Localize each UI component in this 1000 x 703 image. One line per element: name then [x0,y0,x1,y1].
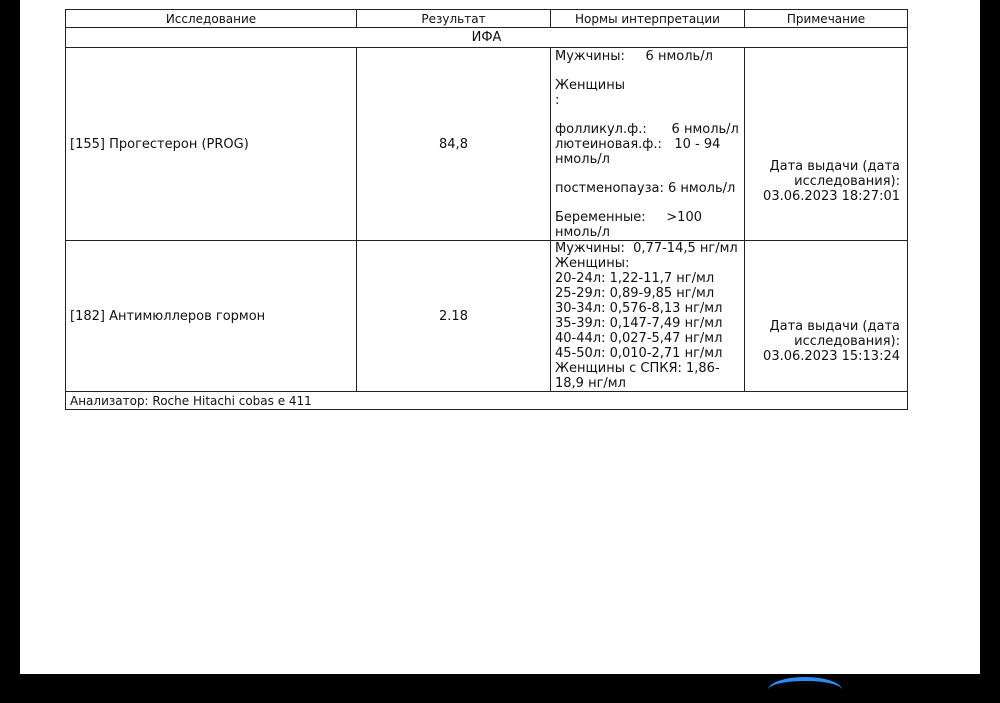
analyzer-note: Анализатор: Roche Hitachi cobas e 411 [66,392,908,410]
norm-line: 30-34л: 0,576-8,13 нг/мл [555,301,723,316]
study-note [745,48,908,241]
table-header-row [66,10,908,28]
note-line: Дата выдачи (дата [769,318,900,334]
study-note [745,241,908,392]
results-table [65,9,908,410]
footer-row [66,392,908,410]
study-name: [182] Антимюллеров гормон [66,241,357,392]
norm-line: лютеиновая.ф.: 10 - 94 [555,136,721,152]
section-row [66,28,908,48]
table-row [66,241,908,392]
header-note: Примечание [745,10,908,28]
norm-line: 40-44л: 0,027-5,47 нг/мл [555,331,723,346]
norm-line: Женщины: [555,256,630,271]
study-result: 2.18 [357,241,551,392]
blue-arc-shape [768,677,842,703]
norm-line: 25-29л: 0,89-9,85 нг/мл [555,286,715,301]
norm-line: 45-50л: 0,010-2,71 нг/мл [555,346,723,361]
note-line: исследования): [794,173,900,189]
norm-line: постменопауза: 6 нмоль/л [555,180,736,196]
norm-line: Беременные: >100 [555,209,702,225]
norm-line: Мужчины: 0,77-14,5 нг/мл [555,241,738,256]
norm-line: фолликул.ф.: 6 нмоль/л [555,121,739,137]
study-result: 84,8 [357,48,551,241]
study-norms [551,241,745,392]
note-line: 03.06.2023 18:27:01 [763,188,900,204]
norm-line: нмоль/л [555,151,610,167]
norm-line: : [555,92,560,108]
note-line: 03.06.2023 15:13:24 [763,348,900,364]
header-norms: Нормы интерпретации [551,10,745,28]
norm-line: 35-39л: 0,147-7,49 нг/мл [555,316,723,331]
norm-line: 18,9 нг/мл [555,376,626,391]
study-name: [155] Прогестерон (PROG) [66,48,357,241]
bottom-edge [0,674,1000,684]
table-row [66,48,908,241]
norm-line: Мужчины: 6 нмоль/л [555,48,713,64]
study-norms [551,48,745,241]
header-study: Исследование [66,10,357,28]
section-title: ИФА [66,28,908,48]
note-line: исследования): [794,333,900,349]
header-result: Результат [357,10,551,28]
norm-line: 20-24л: 1,22-11,7 нг/мл [555,271,715,286]
norm-line: Женщины с СПКЯ: 1,86- [555,361,720,376]
norm-line: нмоль/л [555,224,610,240]
note-line: Дата выдачи (дата [769,158,900,174]
norm-line: Женщины [555,77,625,93]
